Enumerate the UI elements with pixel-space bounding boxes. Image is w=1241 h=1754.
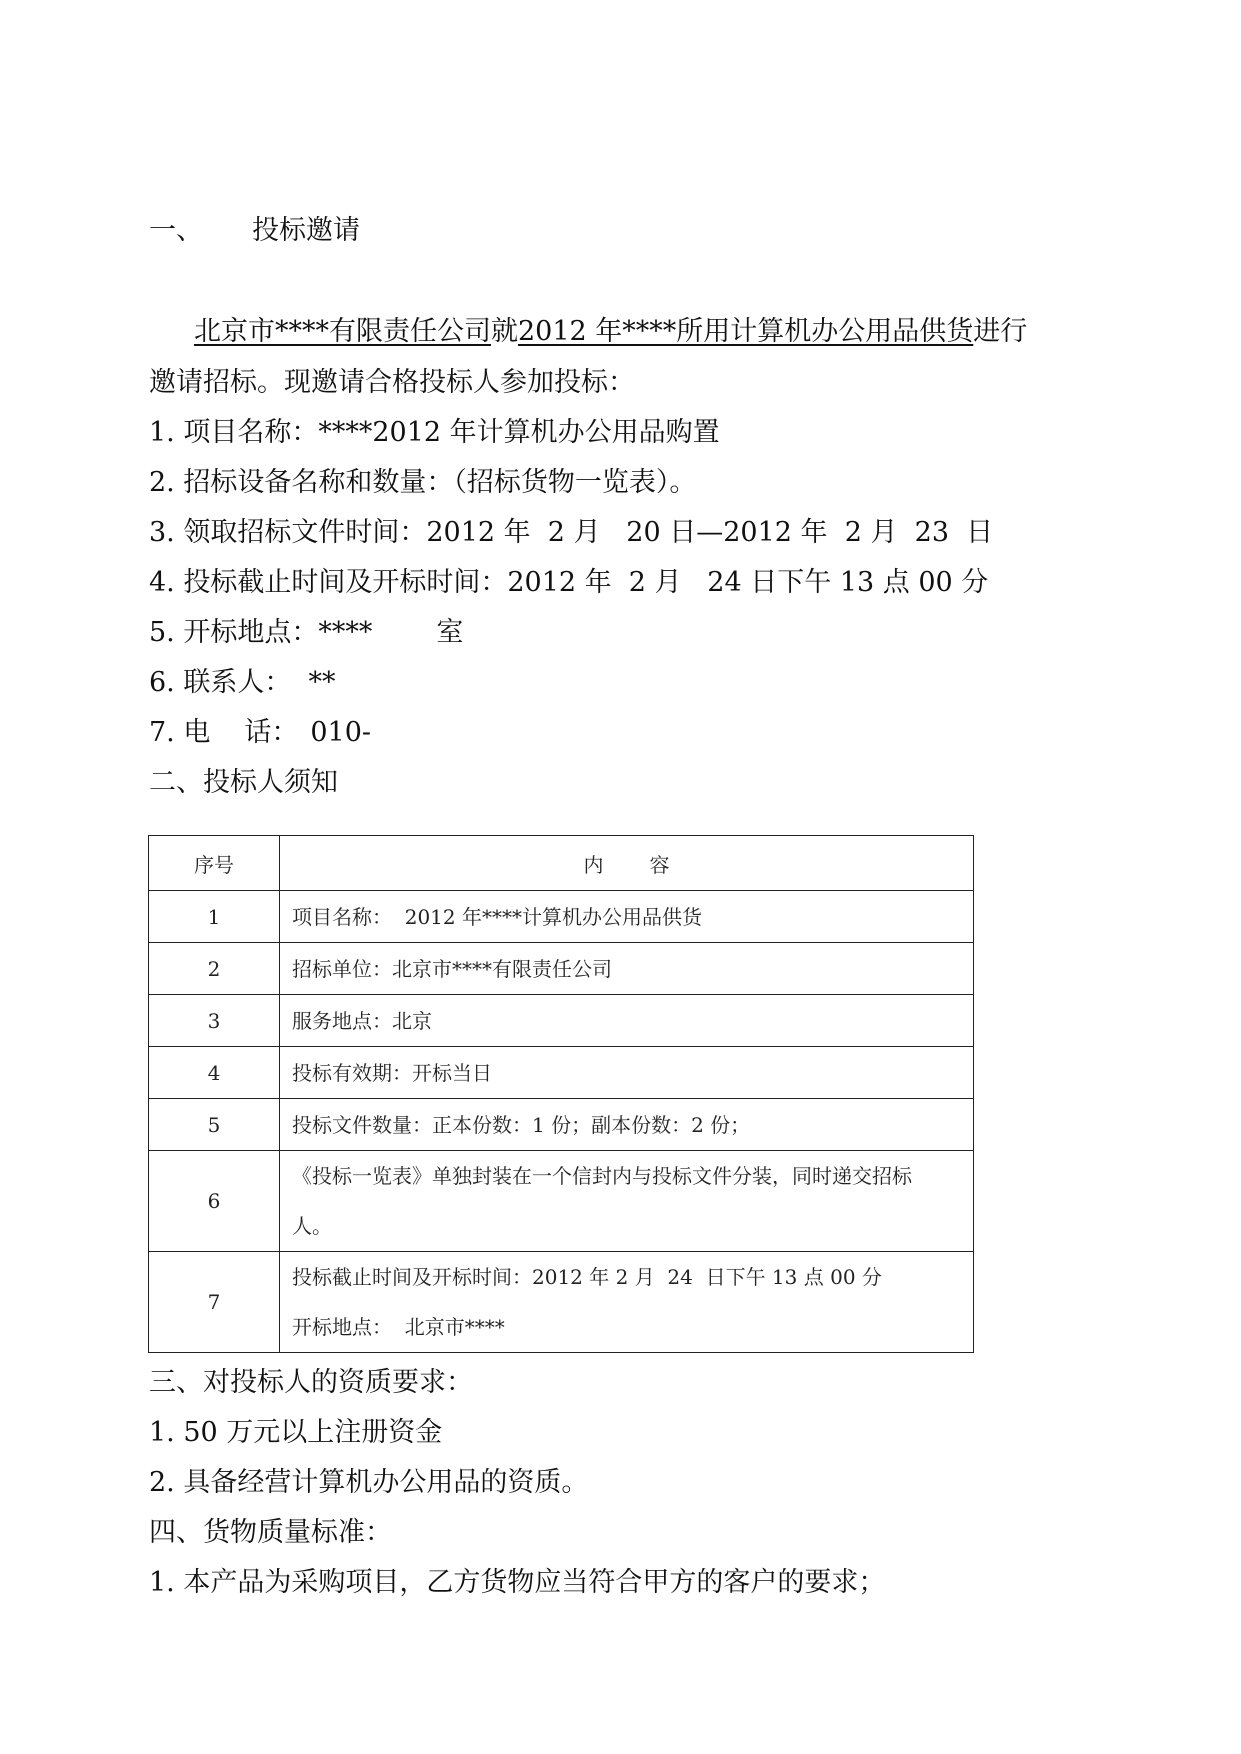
location-room: 室 xyxy=(436,617,464,648)
table-row xyxy=(149,943,974,995)
row-content: 项目名称： 2012 年****计算机办公用品供货 xyxy=(280,891,974,943)
table-row xyxy=(149,1252,974,1353)
section-heading-quality: 四、货物质量标准： xyxy=(149,1517,392,1548)
table-row xyxy=(149,995,974,1047)
table-row xyxy=(149,1047,974,1099)
phone-label: 7. 电 xyxy=(149,717,211,748)
item-equipment: 2. 招标设备名称和数量：（招标货物一览表）。 xyxy=(149,467,697,498)
intro-paragraph-line-1 xyxy=(194,315,1027,349)
location-label: 5. 开标地点：**** xyxy=(149,617,373,648)
row-number: 2 xyxy=(149,943,280,995)
table-header-row xyxy=(149,836,974,891)
item-project-name: 1. 项目名称：****2012 年计算机办公用品购置 xyxy=(149,417,720,448)
qualification-item-1: 1. 50 万元以上注册资金 xyxy=(149,1417,443,1448)
row-content: 投标截止时间及开标时间：2012 年 2 月 24 日下午 13 点 00 分 开标地点： 北京市**** xyxy=(280,1252,974,1353)
row-number: 5 xyxy=(149,1099,280,1151)
section-heading-bidder-notice: 二、投标人须知 xyxy=(149,767,338,798)
item-deadline: 4. 投标截止时间及开标时间：2012 年 2 月 24 日下午 13 点 00 分 xyxy=(149,567,989,598)
row-content: 服务地点：北京 xyxy=(280,995,974,1047)
section-heading-qualification: 三、对投标人的资质要求： xyxy=(149,1367,473,1398)
row-number: 3 xyxy=(149,995,280,1047)
company-name: 北京市****有限责任公司 xyxy=(194,316,491,347)
section-heading-invitation xyxy=(149,214,360,248)
project-name: 2012 年****所用计算机办公用品供货 xyxy=(518,316,974,347)
row-content: 投标有效期：开标当日 xyxy=(280,1047,974,1099)
row-content: 投标文件数量：正本份数：1 份；副本份数：2 份； xyxy=(280,1099,974,1151)
table-row xyxy=(149,891,974,943)
row-number: 7 xyxy=(149,1252,280,1353)
bidder-notice-table xyxy=(148,835,974,1353)
item-contact: 6. 联系人： ** xyxy=(149,667,336,698)
section-number: 一、 xyxy=(149,215,203,246)
intro-paragraph-line-2: 邀请招标。现邀请合格投标人参加投标： xyxy=(149,367,635,398)
table-row xyxy=(149,1151,974,1252)
section-title: 投标邀请 xyxy=(252,215,360,246)
row-content: 《投标一览表》单独封装在一个信封内与投标文件分装，同时递交招标 人。 xyxy=(280,1151,974,1252)
intro-connector: 就 xyxy=(491,316,518,347)
item-phone xyxy=(149,716,371,750)
row-number: 4 xyxy=(149,1047,280,1099)
table-row xyxy=(149,1099,974,1151)
item-location xyxy=(149,616,463,650)
header-content: 内 容 xyxy=(280,836,974,891)
intro-tail: 进行 xyxy=(973,316,1028,347)
row-content: 招标单位：北京市****有限责任公司 xyxy=(280,943,974,995)
row-number: 1 xyxy=(149,891,280,943)
item-doc-time: 3. 领取招标文件时间：2012 年 2 月 20 日—2012 年 2 月 23 日 xyxy=(149,517,994,548)
header-no: 序号 xyxy=(149,836,280,891)
quality-item-1: 1. 本产品为采购项目，乙方货物应当符合甲方的客户的要求； xyxy=(149,1567,886,1598)
phone-label-2: 话： xyxy=(244,717,299,748)
qualification-item-2: 2. 具备经营计算机办公用品的资质。 xyxy=(149,1467,589,1498)
phone-value: 010- xyxy=(310,717,372,748)
row-number: 6 xyxy=(149,1151,280,1252)
